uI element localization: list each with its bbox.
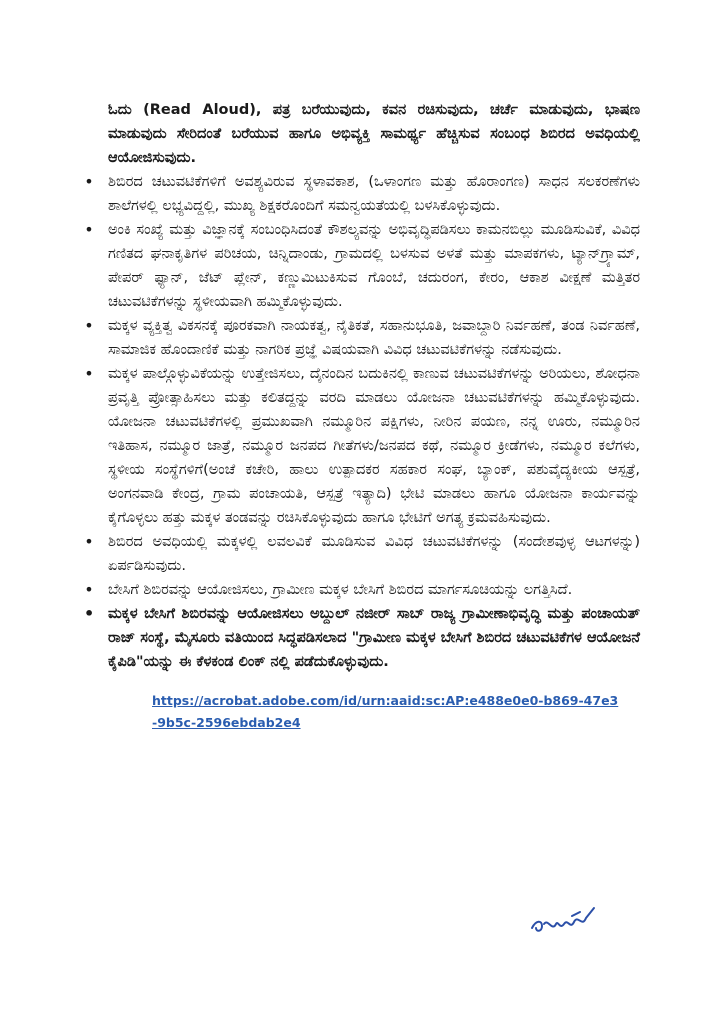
bullet-icon: • [84,532,94,551]
list-item-text: ಮಕ್ಕಳ ವ್ಯಕ್ತಿತ್ವ ವಿಕಸನಕ್ಕೆ ಪೂರಕವಾಗಿ ನಾಯಕತ್ವ, ನೈತಿಕತೆ, ಸಹಾನುಭೂತಿ, ಜವಾಬ್ದಾರಿ ನಿರ್ವಹಣೆ, ತಂಡ ನಿರ್ವಹಣೆ, ಸಾಮಾಜಿಕ ಹೊಂದಾಣಿಕೆ ಮತ್ತು ನಾಗರಿಕ ಪ್ರಜ್ಞೆ ವಿಷಯವಾಗಿ ವಿವಿಧ ಚಟುವಟಿಕೆಗಳನ್ನು ನಡೆಸುವುದು. [108,318,640,358]
list-item-2 [84,218,640,314]
list-item-text: ಮಕ್ಕಳ ಬೇಸಿಗೆ ಶಿಬಿರವನ್ನು ಆಯೋಜಿಸಲು ಅಬ್ದುಲ್ ನಜೀರ್ ಸಾಬ್ ರಾಜ್ಯ ಗ್ರಾಮೀಣಾಭಿವೃದ್ಧಿ ಮತ್ತು ಪಂಚಾಯತ್ ರಾಜ್ ಸಂಸ್ಥೆ, ಮೈಸೂರು ವತಿಯಿಂದ ಸಿದ್ಧಪಡಿಸಲಾದ "ಗ್ರಾಮೀಣ ಮಕ್ಕಳ ಬೇಸಿಗೆ ಶಿಬಿರದ ಚಟುವಟಿಕೆಗಳ ಆಯೋಜನೆ ಕೈಪಿಡಿ"ಯನ್ನು ಈ ಕೆಳಕಂಡ ಲಿಂಕ್ ನಲ್ಲಿ ಪಡೆದುಕೊಳ್ಳುವುದು. [108,606,640,670]
manual-link[interactable]: https://acrobat.adobe.com/id/urn:aaid:sc:AP:e488e0e0-b869-47e3-9b5c-2596ebdab2e4 [152,693,619,730]
bullet-icon: • [84,604,95,623]
list-item-7 [84,602,640,674]
signature-icon [528,902,600,942]
bullet-icon: • [84,220,94,239]
intro-paragraph: ಓದು (Read Aloud), ಪತ್ರ ಬರೆಯುವುದು, ಕವನ ರಚಿಸುವುದು, ಚರ್ಚೆ ಮಾಡುವುದು, ಭಾಷಣ ಮಾಡುವುದು ಸೇರಿದಂತೆ ಬರೆಯುವ ಹಾಗೂ ಅಭಿವ್ಯಕ್ತಿ ಸಾಮರ್ಥ್ಯ ಹೆಚ್ಚಿಸುವ ಸಂಬಂಧ ಶಿಬಿರದ ಅವಧಿಯಲ್ಲಿ ಆಯೋಜಿಸುವುದು. [108,102,640,166]
list-item-text: ಶಿಬಿರದ ಚಟುವಟಿಕೆಗಳಿಗೆ ಅವಶ್ಯವಿರುವ ಸ್ಥಳಾವಕಾಶ, (ಒಳಾಂಗಣ ಮತ್ತು ಹೊರಾಂಗಣ) ಸಾಧನ ಸಲಕರಣೆಗಳು ಶಾಲೆಗಳಲ್ಲಿ ಲಭ್ಯವಿದ್ದಲ್ಲಿ, ಮುಖ್ಯ ಶಿಕ್ಷಕರೊಂದಿಗೆ ಸಮನ್ವಯತೆಯಲ್ಲಿ ಬಳಸಿಕೊಳ್ಳುವುದು. [108,174,640,214]
list-item-text: ಶಿಬಿರದ ಅವಧಿಯಲ್ಲಿ ಮಕ್ಕಳಲ್ಲಿ ಲವಲವಿಕೆ ಮೂಡಿಸುವ ವಿವಿಧ ಚಟುವಟಿಕೆಗಳನ್ನು (ಸಂದೇಶವುಳ್ಳ ಆಟಗಳನ್ನು) ಏರ್ಪಡಿಸುವುದು. [108,534,640,574]
bullet-icon: • [84,316,94,335]
list-item-5 [84,530,640,578]
list-item-1 [84,170,640,218]
list-item-text: ಅಂಕಿ ಸಂಖ್ಯೆ ಮತ್ತು ವಿಜ್ಞಾನಕ್ಕೆ ಸಂಬಂಧಿಸಿದಂತೆ ಕೌಶಲ್ಯವನ್ನು ಅಭಿವೃದ್ಧಿಪಡಿಸಲು ಕಾಮನಬಿಲ್ಲು ಮೂಡಿಸುವಿಕೆ, ವಿವಿಧ ಗಣಿತದ ಘನಾಕೃತಿಗಳ ಪರಿಚಯ, ಚಿನ್ನಿದಾಂಡು, ಗ್ರಾಮದಲ್ಲಿ ಬಳಸುವ ಅಳತೆ ಮತ್ತು ಮಾಪಕಗಳು, ಟ್ಯಾನ್‌ಗ್ರ್ಯಾಮ್, ಪೇಪರ್ ಫ್ಯಾನ್, ಜೆಟ್ ಪ್ಲೇನ್, ಕಣ್ಣುಮಿಟುಕಿಸುವ ಗೊಂಬೆ, ಚದುರಂಗ, ಕೇರಂ, ಆಕಾಶ ವೀಕ್ಷಣೆ ಮತ್ತಿತರ ಚಟುವಟಿಕೆಗಳನ್ನು ಸ್ಥಳೀಯವಾಗಿ ಹಮ್ಮಿಕೊಳ್ಳುವುದು. [108,222,640,310]
bullet-icon: • [84,580,94,599]
list-item-6 [84,578,640,602]
list-item-text: ಬೇಸಿಗೆ ಶಿಬಿರವನ್ನು ಆಯೋಜಿಸಲು, ಗ್ರಾಮೀಣ ಮಕ್ಕಳ ಬೇಸಿಗೆ ಶಿಬಿರದ ಮಾರ್ಗಸೂಚಿಯನ್ನು ಲಗತ್ತಿಸಿದೆ. [108,582,573,598]
list-item-text: ಮಕ್ಕಳ ಪಾಲ್ಗೊಳ್ಳುವಿಕೆಯನ್ನು ಉತ್ತೇಜಿಸಲು, ದೈನಂದಿನ ಬದುಕಿನಲ್ಲಿ ಕಾಣುವ ಚಟುವಟಿಕೆಗಳನ್ನು ಅರಿಯಲು, ಶೋಧನಾ ಪ್ರವೃತ್ತಿ ಪ್ರೋತ್ಸಾಹಿಸಲು ಮತ್ತು ಕಲಿತದ್ದನ್ನು ವರದಿ ಮಾಡಲು ಯೋಜನಾ ಚಟುವಟಿಕೆಗಳನ್ನು ಹಮ್ಮಿಕೊಳ್ಳುವುದು. ಯೋಜನಾ ಚಟುವಟಿಕೆಗಳಲ್ಲಿ ಪ್ರಮುಖವಾಗಿ ನಮ್ಮೂರಿನ ಪಕ್ಷಿಗಳು, ನೀರಿನ ಪಯಣ, ನನ್ನ ಊರು, ನಮ್ಮೂರಿನ ಇತಿಹಾಸ, ನಮ್ಮೂರ ಜಾತ್ರೆ, ನಮ್ಮೂರ ಜನಪದ ಗೀತೆಗಳು/ಜನಪದ ಕಥೆ, ನಮ್ಮೂರ ಕ್ರೀಡೆಗಳು, ನಮ್ಮೂರ ಕಲೆಗಳು, ಸ್ಥಳೀಯ ಸಂಸ್ಥೆಗಳಿಗೆ(ಅಂಚೆ ಕಚೇರಿ, ಹಾಲು ಉತ್ಪಾದಕರ ಸಹಕಾರ ಸಂಘ, ಬ್ಯಾಂಕ್, ಪಶುವೈದ್ಯಕೀಯ ಆಸ್ಪತ್ರೆ, ಅಂಗನವಾಡಿ ಕೇಂದ್ರ, ಗ್ರಾಮ ಪಂಚಾಯತಿ, ಆಸ್ಪತ್ರೆ ಇತ್ಯಾದಿ) ಭೇಟಿ ಮಾಡಲು ಹಾಗೂ ಯೋಜನಾ ಕಾರ್ಯವನ್ನು ಕೈಗೊಳ್ಳಲು ಹತ್ತು ಮಕ್ಕಳ ತಂಡವನ್ನು ರಚಿಸಿಕೊಳ್ಳುವುದು ಹಾಗೂ ಭೇಟಿಗೆ ಅಗತ್ಯ ಕ್ರಮವಹಿಸುವುದು. [108,366,640,526]
bullet-icon: • [84,172,94,191]
list-item-4 [84,362,640,530]
list-item-3 [84,314,640,362]
bullet-icon: • [84,364,94,383]
